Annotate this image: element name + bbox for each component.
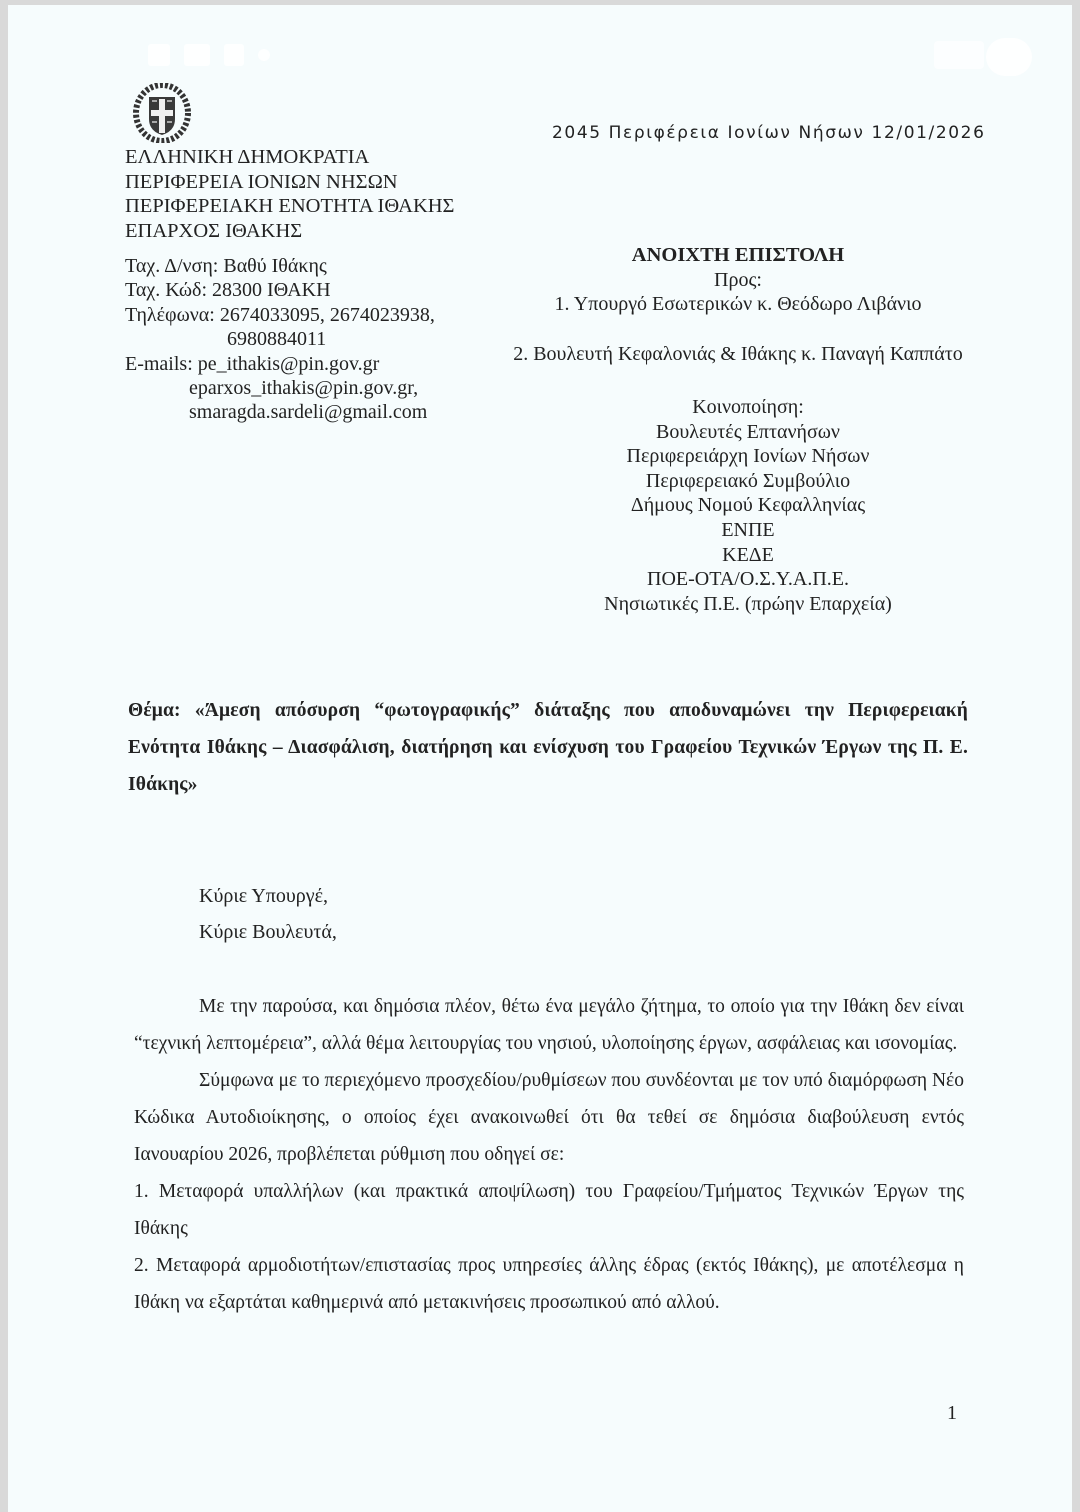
salutation bbox=[199, 878, 337, 950]
phones-continued: 6980884011 bbox=[227, 328, 327, 351]
subject: Θέμα: «Άμεση απόσυρση “φωτογραφικής” διάταξης που αποδυναμώνει την Περιφερειακή Ενότητα Ιθάκης – Διασφάλιση, διατήρηση και ενίσχυση του Γραφείου Τεχνικών Έργων της Π. Ε. Ιθάκης» bbox=[128, 700, 968, 795]
cc-item: ΕΝΠΕ bbox=[721, 518, 775, 541]
cc-item: ΠΟΕ-ΟΤΑ/Ο.Σ.Υ.Α.Π.Ε. bbox=[647, 568, 849, 591]
recipient-item: 2. Βουλευτή Κεφαλονιάς & Ιθάκης κ. Παναγή Καππάτο bbox=[513, 342, 963, 365]
letter-title: ΑΝΟΙΧΤΗ ΕΠΙΣΤΟΛΗ bbox=[631, 244, 845, 266]
salutation-line: Κύριε Υπουργέ, bbox=[199, 885, 329, 907]
issuer-header bbox=[125, 145, 454, 243]
battery-icon bbox=[986, 38, 1032, 76]
gallery-icon bbox=[184, 44, 210, 66]
cc-item: Νησιωτικές Π.Ε. (πρώην Επαρχεία) bbox=[604, 592, 892, 615]
email-2: eparxos_ithakis@pin.gov.gr, bbox=[189, 377, 419, 400]
cc-item: Περιφερειακό Συμβούλιο bbox=[645, 469, 851, 492]
phones: Τηλέφωνα: 2674033095, 2674023938, bbox=[125, 303, 435, 326]
page-number: 1 bbox=[947, 1402, 957, 1424]
cc-label: Κοινοποίηση: bbox=[692, 396, 804, 418]
address: Ταχ. Δ/νση: Βαθύ Ιθάκης bbox=[125, 255, 327, 277]
recipient-item: 1. Υπουργό Εσωτερικών κ. Θεόδωρο Λιβάνιο bbox=[554, 293, 922, 315]
cc-item: Δήμους Νομού Κεφαλληνίας bbox=[630, 494, 866, 517]
salutation-line: Κύριε Βουλευτά, bbox=[199, 921, 337, 943]
cc-item: ΚΕΔΕ bbox=[722, 543, 774, 566]
message-icon bbox=[224, 44, 244, 66]
paragraph: Με την παρούσα, και δημόσια πλέον, θέτω ένα μεγάλο ζήτημα, το οποίο για την Ιθάκη δεν είναι “τεχνική λεπτομέρεια”, αλλά θέμα λειτουργίας του νησιού, υλοποίησης έργων, ασφάλειας και ισονομίας. bbox=[134, 996, 964, 1054]
cc-item: Βουλευτές Επτανήσων bbox=[656, 420, 840, 443]
notification-icon bbox=[148, 44, 170, 66]
contact-block bbox=[125, 254, 435, 425]
header-line: ΕΠΑΡΧΟΣ ΙΘΑΚΗΣ bbox=[125, 219, 303, 242]
coat-of-arms-emblem bbox=[132, 83, 192, 143]
paragraph: Σύμφωνα με το περιεχόμενο προσχεδίου/ρυθμίσεων που συνδέονται με τον υπό διαμόρφωση Νέο Κώδικα Αυτοδιοίκησης, ο οποίος έχει ανακοινωθεί ότι θα τεθεί σε δημόσια διαβούλευση εντός Ιανουαρίου 2026, προβλέπεται ρύθμιση που οδηγεί σε: bbox=[134, 1070, 964, 1165]
email-3: smaragda.sardeli@gmail.com bbox=[189, 401, 428, 424]
list-item: 2. Μεταφορά αρμοδιοτήτων/επιστασίας προς υπηρεσίες άλλης έδρας (εκτός Ιθάκης), με αποτέλεσμα η Ιθάκη να εξαρτάται καθημερινά από μετακινήσεις προσωπικού από αλλού. bbox=[134, 1255, 964, 1313]
list-item: 1. Μεταφορά υπαλλήλων (και πρακτικά αποψίλωση) του Γραφείου/Τμήματος Τεχνικών Έργων της Ιθάκης bbox=[134, 1181, 964, 1239]
to-label: Προς: bbox=[714, 268, 762, 291]
header-line: ΠΕΡΙΦΕΡΕΙΑΚΗ ΕΝΟΤΗΤΑ ΙΘΑΚΗΣ bbox=[125, 195, 455, 218]
dot-icon bbox=[258, 49, 270, 61]
header-line: ΠΕΡΙΦΕΡΕΙΑ ΙΟΝΙΩΝ ΝΗΣΩΝ bbox=[125, 170, 398, 193]
protocol-reference: 2045 Περιφέρεια Ιονίων Νήσων 12/01/2026 bbox=[552, 123, 986, 143]
cc-block bbox=[568, 395, 928, 616]
document-page bbox=[8, 5, 1072, 1512]
header-line: ΕΛΛΗΝΙΚΗ ΔΗΜΟΚΡΑΤΙΑ bbox=[125, 146, 370, 168]
signal-icon bbox=[934, 41, 984, 69]
postal-code: Ταχ. Κώδ: 28300 ΙΘΑΚΗ bbox=[125, 279, 331, 302]
cc-item: Περιφερειάρχη Ιονίων Νήσων bbox=[626, 445, 870, 468]
emails: E-mails: pe_ithakis@pin.gov.gr bbox=[125, 352, 380, 375]
status-bar-icons-ghost bbox=[148, 43, 318, 67]
letter-body bbox=[134, 988, 964, 1321]
recipients-block bbox=[478, 243, 998, 366]
